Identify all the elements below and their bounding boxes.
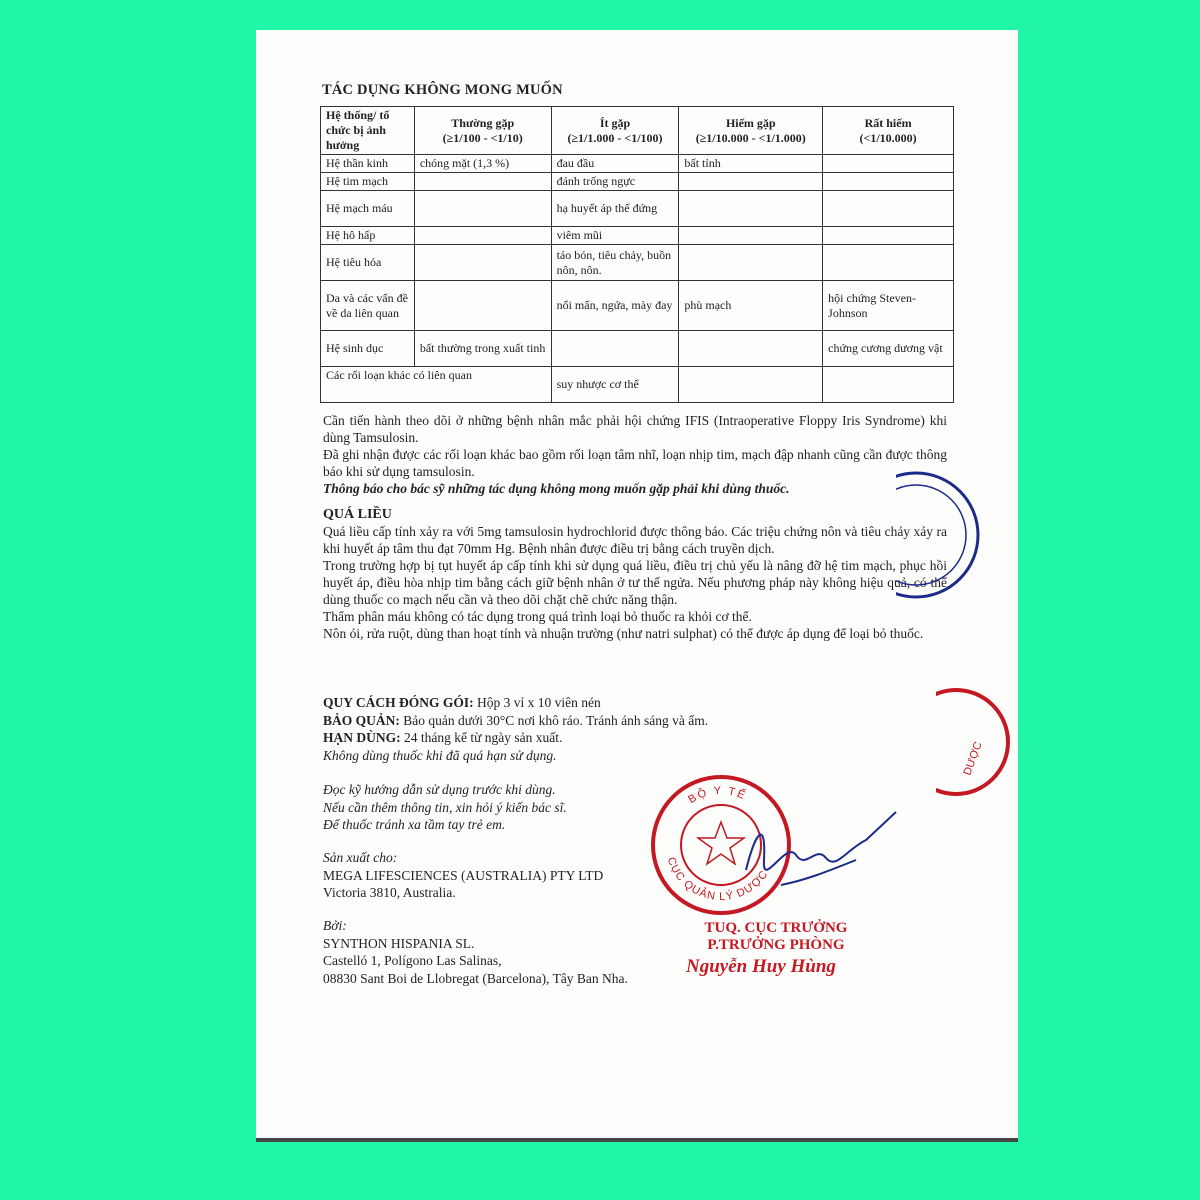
advice-line: Đọc kỹ hướng dẫn sử dụng trước khi dùng. xyxy=(323,782,556,797)
usage-advice xyxy=(323,781,567,834)
table-header-row xyxy=(321,107,954,155)
signer-title-1: TUQ. CỤC TRƯỞNG xyxy=(704,920,848,936)
manufactured-for xyxy=(323,849,603,902)
page-edge-shadow xyxy=(256,1138,1018,1142)
signer-title-2: P.TRƯỞNG PHÒNG xyxy=(707,937,845,953)
section-title: TÁC DỤNG KHÔNG MONG MUỐN xyxy=(322,82,563,98)
adverse-effects-table xyxy=(320,106,954,403)
overdose-section xyxy=(323,506,947,642)
table-cell xyxy=(823,367,954,403)
table-cell: chóng mặt (1,3 %) xyxy=(414,155,551,173)
table-header-cell: Thường gặp (≥1/100 - <1/10) xyxy=(414,107,551,155)
table-cell xyxy=(679,245,823,281)
table-cell: Hệ tim mạch xyxy=(321,173,415,191)
table-row xyxy=(321,227,954,245)
by-address: Castelló 1, Polígono Las Salinas, xyxy=(323,953,502,968)
table-header-cell: Hệ thống/ tổ chức bị ảnh hưởng xyxy=(321,107,415,155)
table-cell: Hệ tiêu hóa xyxy=(321,245,415,281)
table-row xyxy=(321,191,954,227)
expiry-note: Không dùng thuốc khi đã quá hạn sử dụng. xyxy=(323,747,557,763)
table-header-cell: Hiếm gặp (≥1/10.000 - <1/1.000) xyxy=(679,107,823,155)
signer-name: Nguyễn Huy Hùng xyxy=(686,956,836,977)
pack-line: QUY CÁCH ĐÓNG GÓI: Hộp 3 vỉ x 10 viên nén xyxy=(323,695,601,710)
table-row xyxy=(321,367,954,403)
blue-stamp-partial xyxy=(896,470,996,600)
ifis-note: Cần tiến hành theo dõi ở những bệnh nhân mắc phải hội chứng IFIS (Intraoperative Floppy Iris Syndrome) khi dùng Tamsulosin. xyxy=(323,413,947,445)
handwritten-signature xyxy=(726,800,906,920)
table-cell xyxy=(414,227,551,245)
made-for-company: MEGA LIFESCIENCES (AUSTRALIA) PTY LTD xyxy=(323,867,604,883)
by-label: Bởi: xyxy=(323,918,347,933)
table-cell xyxy=(679,191,823,227)
table-cell xyxy=(414,281,551,331)
made-for-address: Victoria 3810, Australia. xyxy=(323,885,456,900)
by-company: SYNTHON HISPANIA SL. xyxy=(323,935,475,951)
table-cell xyxy=(823,191,954,227)
table-cell: Hệ thần kinh xyxy=(321,155,415,173)
table-row xyxy=(321,331,954,367)
overdose-heading: QUÁ LIỀU xyxy=(323,507,392,522)
storage-line: BẢO QUẢN: Bảo quản dưới 30°C nơi khô ráo. Tránh ánh sáng và ẩm. xyxy=(323,712,709,728)
table-header-cell: Ít gặp (≥1/1.000 - <1/100) xyxy=(551,107,679,155)
made-for-label: Sản xuất cho: xyxy=(323,850,398,865)
table-cell: táo bón, tiêu chảy, buồn nôn, nôn. xyxy=(551,245,679,281)
table-cell xyxy=(679,227,823,245)
by-address: 08830 Sant Boi de Llobregat (Barcelona), Tây Ban Nha. xyxy=(323,970,628,986)
red-edge-stamp-text: DƯỢC xyxy=(961,740,985,778)
advice-line: Nếu cần thêm thông tin, xin hỏi ý kiến bác sĩ. xyxy=(323,799,567,815)
document-page xyxy=(256,30,1018,1142)
table-cell xyxy=(679,173,823,191)
table-cell: chứng cương dương vật xyxy=(823,331,954,367)
table-cell xyxy=(823,227,954,245)
advice-line: Để thuốc tránh xa tầm tay trẻ em. xyxy=(323,817,506,832)
table-row xyxy=(321,245,954,281)
table-cell: đánh trống ngực xyxy=(551,173,679,191)
table-cell xyxy=(823,173,954,191)
overdose-paragraph: Quá liều cấp tính xảy ra với 5mg tamsulosin hydrochlorid được thông báo. Các triệu chứng nôn và tiêu chảy xảy ra khi huyết áp tâm thu đạt 70mm Hg. Bệnh nhân được điều trị bằng cách truyền dịch. xyxy=(323,524,947,556)
table-cell xyxy=(823,245,954,281)
table-cell xyxy=(679,331,823,367)
table-cell: viêm mũi xyxy=(551,227,679,245)
table-cell: hạ huyết áp thế đứng xyxy=(551,191,679,227)
table-cell xyxy=(414,173,551,191)
manufactured-by xyxy=(323,917,628,987)
seal-top-text: BỘ Y TẾ xyxy=(686,784,749,807)
table-row xyxy=(321,173,954,191)
overdose-paragraph: Thẩm phân máu không có tác dụng trong quá trình loại bỏ thuốc ra khỏi cơ thể. xyxy=(323,609,752,624)
table-cell: bất thường trong xuất tinh xyxy=(414,331,551,367)
table-cell xyxy=(823,155,954,173)
table-row xyxy=(321,281,954,331)
table-cell: Hệ hô hấp xyxy=(321,227,415,245)
other-disorders-note: Đã ghi nhận được các rối loạn khác bao gồm rối loạn tâm nhĩ, loạn nhịp tim, mạch đập nhanh cũng cần được thông báo khi sử dụng tamsulosin. xyxy=(323,447,947,479)
seal-bottom-text: CỤC QUẢN LÝ DƯỢC xyxy=(664,855,771,904)
table-cell xyxy=(679,367,823,403)
table-cell: suy nhược cơ thể xyxy=(551,367,679,403)
table-cell: hội chứng Steven-Johnson xyxy=(823,281,954,331)
side-effects-notes xyxy=(323,412,947,497)
overdose-paragraph: Trong trường hợp bị tụt huyết áp cấp tính khi sử dụng quá liều, điều trị chủ yếu là nâng đỡ hệ tim mạch, phục hồi huyết áp, điều hòa nhịp tim bằng cách giữ bệnh nhân ở tư thế ngửa. Nếu phương pháp này không hiệu quả, có thể dùng thuốc co mạch nếu cần và theo dõi chặt chẽ chức năng thận. xyxy=(323,558,947,607)
table-cell: Hệ sinh dục xyxy=(321,331,415,367)
table-cell: phù mạch xyxy=(679,281,823,331)
table-row xyxy=(321,155,954,173)
signature-stroke xyxy=(746,812,896,885)
blue-stamp-inner-ring xyxy=(896,485,966,585)
packaging-info xyxy=(323,694,708,764)
table-cell: Da và các vấn đề về da liên quan xyxy=(321,281,415,331)
table-cell: bất tỉnh xyxy=(679,155,823,173)
red-edge-stamp xyxy=(936,680,1018,810)
table-cell xyxy=(551,331,679,367)
table-cell: Hệ mạch máu xyxy=(321,191,415,227)
table-cell: Các rối loạn khác có liên quan xyxy=(321,367,552,403)
table-cell: đau đầu xyxy=(551,155,679,173)
table-cell xyxy=(414,245,551,281)
table-header-cell: Rất hiếm (<1/10.000) xyxy=(823,107,954,155)
expiry-line: HẠN DÙNG: 24 tháng kể từ ngày sản xuất. xyxy=(323,730,563,745)
table-cell xyxy=(414,191,551,227)
overdose-paragraph: Nôn ói, rửa ruột, dùng than hoạt tính và nhuận trường (như natri sulphat) có thể được áp dụng để loại bỏ thuốc. xyxy=(323,626,924,641)
notify-doctor-note: Thông báo cho bác sỹ những tác dụng không mong muốn gặp phải khi dùng thuốc. xyxy=(323,481,790,496)
table-cell: nổi mẩn, ngứa, mày đay xyxy=(551,281,679,331)
